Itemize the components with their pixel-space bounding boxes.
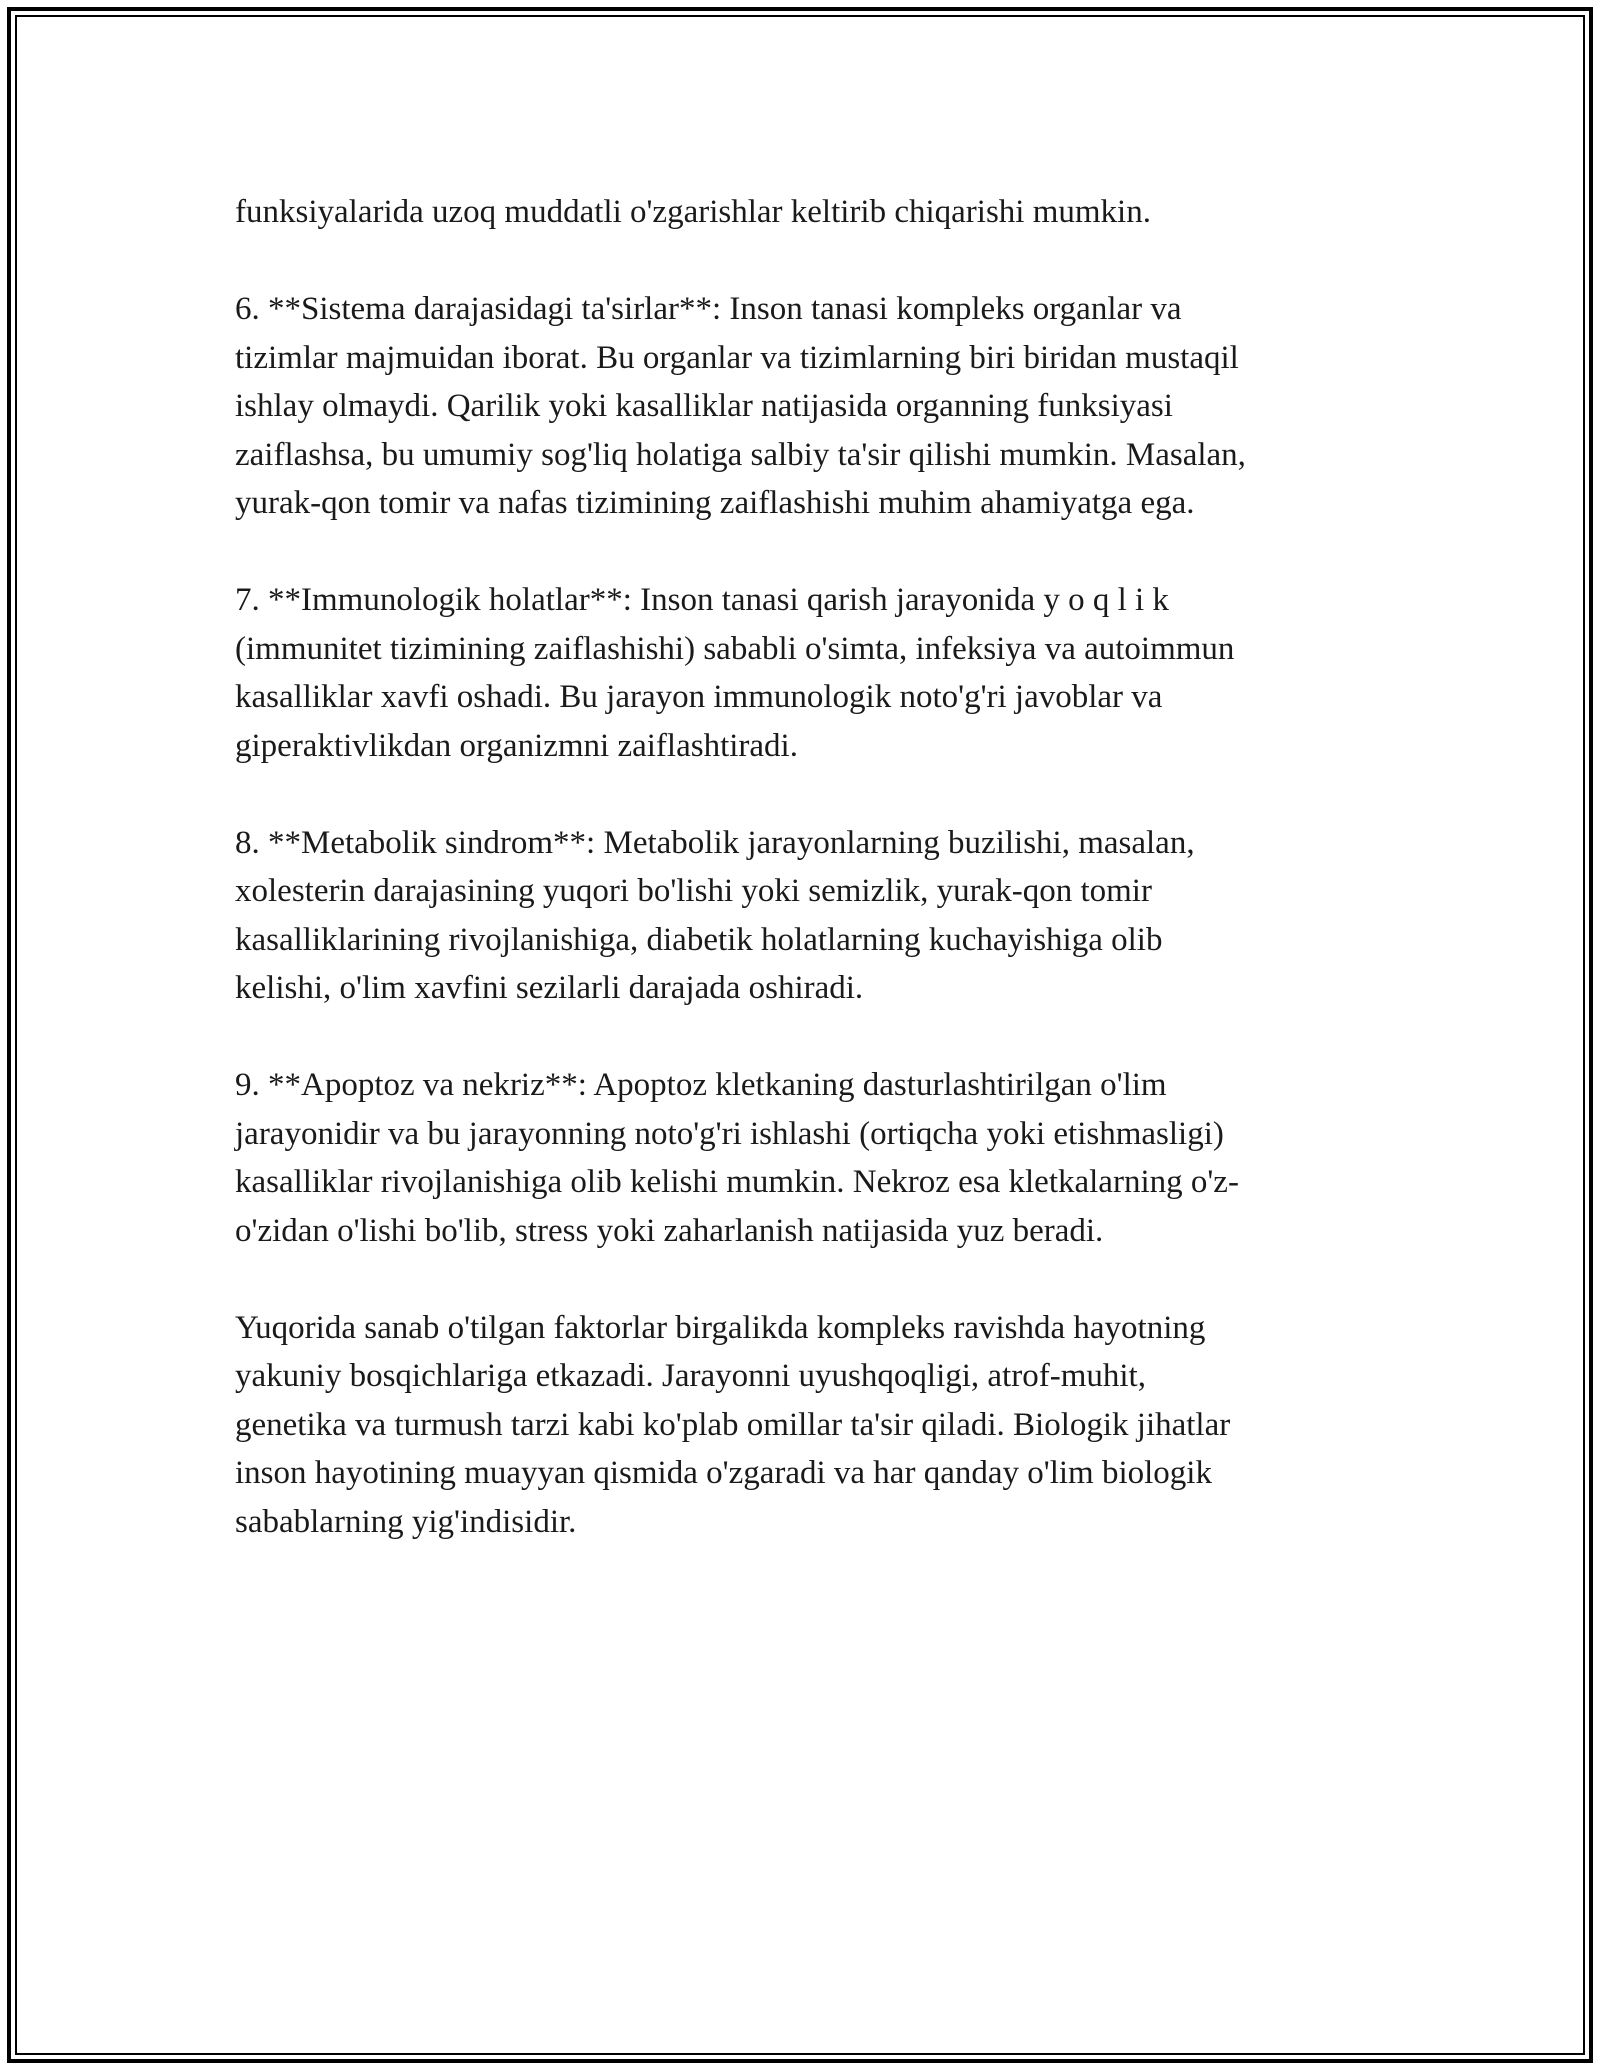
paragraph-item-8: 8. **Metabolik sindrom**: Metabolik jarayonlarning buzilishi, masalan, xolesterin darajasining yuqori bo'lishi yoki semizlik, yurak-qon tomir kasalliklarining rivojlanishiga, diabetik holatlarning kuchayishiga olib kelishi, o'lim xavfini sezilarli darajada oshiradi.	[235, 824, 1195, 1006]
paragraph-item-9: 9. **Apoptoz va nekriz**: Apoptoz kletkaning dasturlashtirilgan o'lim jarayonidir va bu jarayonning noto'g'ri ishlashi (ortiqcha yoki etishmasligi) kasalliklar rivojlanishiga olib kelishi mumkin. Nekroz esa kletkalarning o'z- o'zidan o'lishi bo'lib, stress yoki zaharlanish natijasida yuz beradi.	[235, 1067, 1239, 1249]
paragraph-continuation: funksiyalarida uzoq muddatli o'zgarishlar keltirib chiqarishi mumkin.	[235, 194, 1151, 230]
paragraph-item-7: 7. **Immunologik holatlar**: Inson tanasi qarish jarayonida y o q l i k (immunitet tizimining zaiflashishi) sababli o'simta, infeksiya va autoimmun kasalliklar xavfi oshadi. Bu jarayon immunologik noto'g'ri javoblar va giperaktivlikdan organizmni zaiflashtiradi.	[235, 582, 1235, 764]
paragraph-conclusion: Yuqorida sanab o'tilgan faktorlar birgalikda kompleks ravishda hayotning yakuniy bosqichlariga etkazadi. Jarayonni uyushqoqligi, atrof-muhit, genetika va turmush tarzi kabi ko'plab omillar ta'sir qiladi. Biologik jihatlar inson hayotining muayyan qismida o'zgaradi va har qanday o'lim biologik sabablarning yig'indisidir.	[235, 1309, 1231, 1540]
document-body	[235, 188, 1375, 1595]
paragraph-item-6: 6. **Sistema darajasidagi ta'sirlar**: Inson tanasi kompleks organlar va tizimlar majmuidan iborat. Bu organlar va tizimlarning biri biridan mustaqil ishlay olmaydi. Qarilik yoki kasalliklar natijasida organning funksiyasi zaiflashsa, bu umumiy sog'liq holatiga salbiy ta'sir qilishi mumkin. Masalan, yurak-qon tomir va nafas tizimining zaiflashishi muhim ahamiyatga ega.	[235, 291, 1246, 521]
